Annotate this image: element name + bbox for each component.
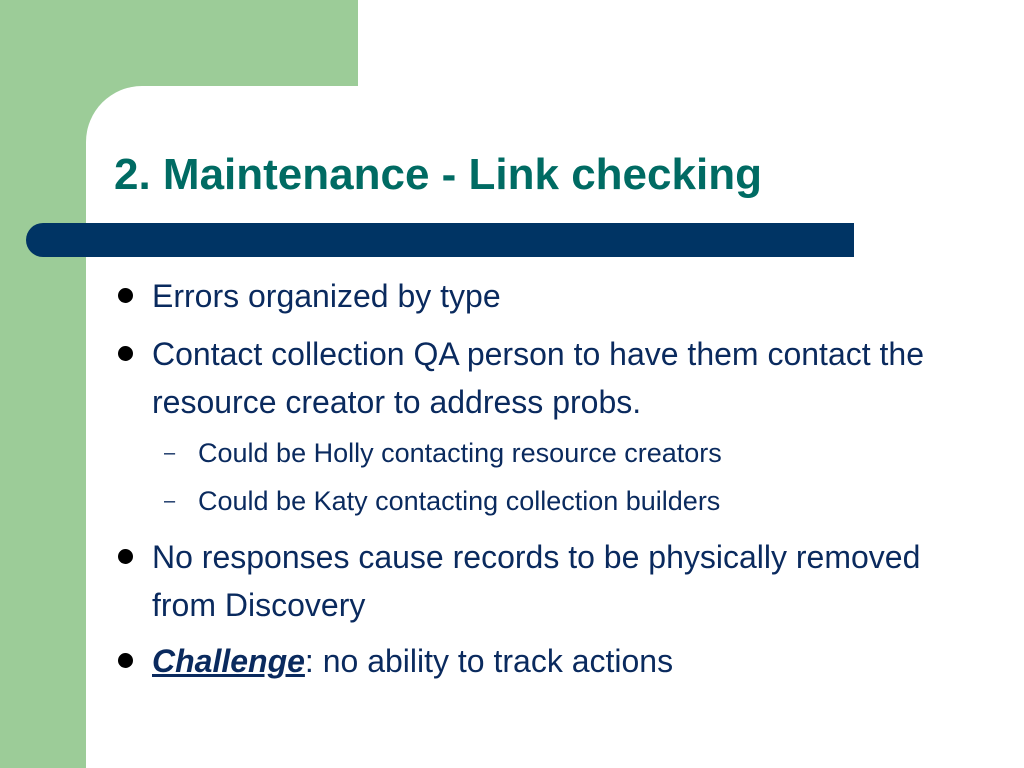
sub-bullet-text: Could be Holly contacting resource creators xyxy=(198,438,722,468)
bullet-text: No responses cause records to be physically removed from Discovery xyxy=(152,539,921,623)
sub-bullet-dash-icon: – xyxy=(164,442,176,464)
sub-bullet-item xyxy=(164,433,988,473)
challenge-label: Challenge xyxy=(152,643,305,679)
bullet-dot-icon xyxy=(118,288,133,303)
challenge-text: : no ability to track actions xyxy=(304,643,674,679)
bullet-text: Errors organized by type xyxy=(152,278,501,314)
bullet-item-challenge xyxy=(152,637,992,685)
bullet-item xyxy=(152,330,992,426)
bullet-dot-icon xyxy=(118,653,133,668)
bullet-item xyxy=(152,533,992,629)
sub-bullet-dash-icon: – xyxy=(164,490,176,512)
bullet-dot-icon xyxy=(118,346,133,361)
bullet-text: Contact collection QA person to have them contact the resource creator to address probs. xyxy=(152,336,924,420)
slide-title: 2. Maintenance - Link checking xyxy=(114,150,762,199)
sub-bullet-text: Could be Katy contacting collection builders xyxy=(198,486,721,516)
bullet-item xyxy=(152,272,992,320)
sub-bullet-item xyxy=(164,481,988,521)
bullet-dot-icon xyxy=(118,549,133,564)
